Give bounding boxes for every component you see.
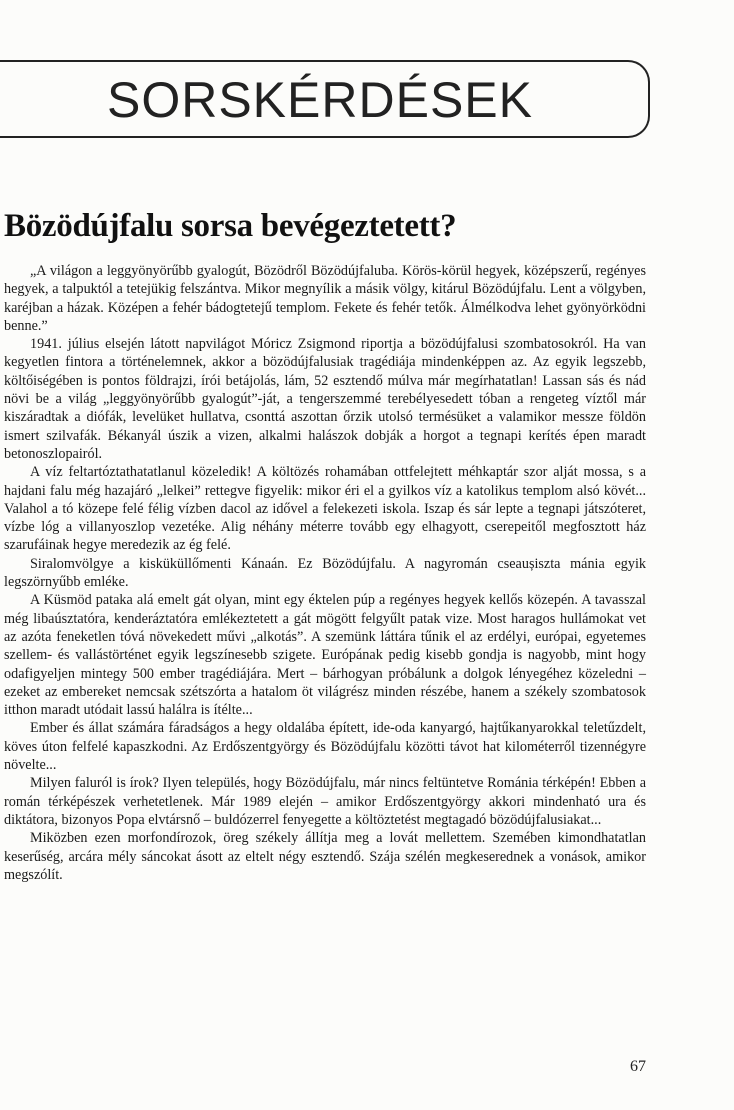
paragraph: A Küsmöd pataka alá emelt gát olyan, mint egy éktelen púp a regényes hegyek kellős közepén. A tavasszal még libaúsztatóra, kenderáztatóra emlékeztetett a gát mögött felgyűlt patak vize. Most haragos hullámokat vet az azóta feneketlen tóvá növekedett művi „alkotás”. A szemünk láttára tűnik el az erdélyi, európai, egyetemes szellem- és vallástörténet egyik legszínesebb szigete. Európának pedig kisebb gondja is nagyobb, mint hogy odafigyeljen mintegy 500 ember tragédiájára. Mert – bárhogyan próbálunk a dolgok lényegéhez közeledni – ezeket az embereket nemcsak szétszórta a hatalom öt világrész minden részébe, hanem a székely szombatosok itthon maradt utódait lassú halálra is ítélte... bbox=[4, 592, 646, 719]
article-body bbox=[4, 262, 646, 884]
paragraph: Miközben ezen morfondírozok, öreg székely állítja meg a lovát mellettem. Szemében kimondhatatlan keserűség, arcára mély sáncokat ásott az eltelt négy esztendő. Szája szélén megkeserednek a vonások, amikor megszólít. bbox=[4, 830, 646, 883]
paragraph: Milyen faluról is írok? Ilyen település, hogy Bözödújfalu, már nincs feltüntetve Románia térképén! Ebben a román térképészek verhetetlenek. Már 1989 elején – amikor Erdőszentgyörgy akkori mindenható ura és diktátora, bizonyos Popa elvtársnő – buldózerrel fenyegette a költöztetést megtagadó bözödújfalusiakat... bbox=[4, 775, 646, 828]
paragraph: „A világon a leggyönyörűbb gyalogút, Bözödről Bözödújfaluba. Körös-körül hegyek, középszerű, regényes hegyek, a talpuktól a tetejükig felszántva. Mikor megnyílik a másik völgy, kitárul Bözödújfalu. Lent a völgyben, karéjban a házak. Középen a fehér bádogtetejű templom. Fekete és fehér tetők. Álmélkodva lehet gyönyörködni benne.” bbox=[4, 263, 646, 334]
section-banner bbox=[0, 60, 650, 138]
paragraph: Siralomvölgye a kisküküllőmenti Kánaán. Ez Bözödújfalu. A nagyromán cseaușiszta mánia egyik legszörnyűbb emléke. bbox=[4, 555, 646, 591]
article-title: Bözödújfalu sorsa bevégeztetett? bbox=[4, 208, 457, 244]
paragraph: 1941. július elsején látott napvilágot Móricz Zsigmond riportja a bözödújfalusi szombatosokról. Ha van kegyetlen fintora a történelemnek, akkor a bözödújfalusiak tragédiája mindenképpen az. Az egyik legszebb, költőiségében is pontos földrajzi, írói betájolás, lám, 52 esztendő múlva már megírhatatlan! Lassan sás és nád növi be a világ „leggyönyörűbb gyalogút”-ját, a tengerszemmé terebélyesedett tóban a rengeteg víztől már kiszáradtak a diófák, levelüket hullatva, csonttá aszottan őrzik utolsó termésüket a valamikor messze földön ismert szilvafák. Békanyál úszik a vizen, alkalmi halászok dobják a horgot a tegnapi kerítés épen maradt betonoszlopairól. bbox=[4, 336, 646, 462]
paragraph: A víz feltartóztathatatlanul közeledik! A költözés rohamában ottfelejtett méhkaptár szor alját mossa, s a hajdani falu még hazajáró „lelkei” rettegve figyelik: mikor éri el a gyilkos víz a katolikus templom alsó kövét... Valahol a tó közepe felé félig vízben dacol az idővel a felekezeti iskola. Iszap és sár lepte a tegnapi játszóteret, vízbe lóg a villanyoszlop vezetéke. Alig néhány méterre tovább egy elhagyott, cserepeitől megfosztott ház szarufáinak hegye meredezik az ég felé. bbox=[4, 464, 646, 554]
page-number: 67 bbox=[630, 1058, 646, 1075]
section-banner-label: SORSKÉRDÉSEK bbox=[106, 72, 533, 128]
paragraph: Ember és állat számára fáradságos a hegy oldalába épített, ide-oda kanyargó, hajtűkanyarokkal teletűzdelt, köves úton felfelé kapaszkodni. Az Erdőszentgyörgy és Bözödújfalu közötti távot hat kilométerről tizennégyre növelte... bbox=[4, 720, 646, 774]
